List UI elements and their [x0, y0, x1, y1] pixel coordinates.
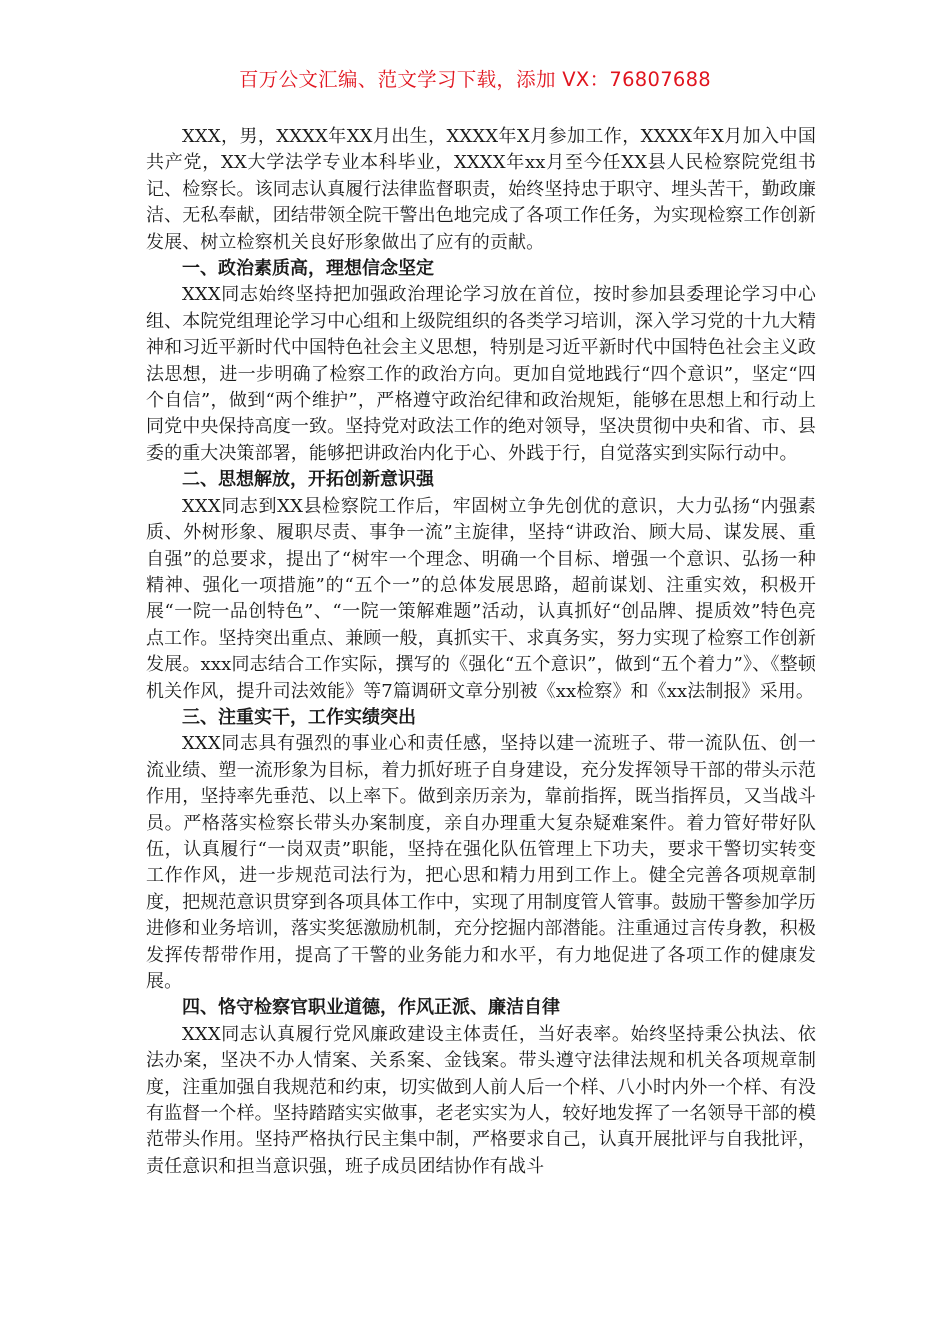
intro-paragraph: XXX，男，XXXX年XX月出生，XXXX年X月参加工作，XXXX年X月加入中国共产党，XX大学法学专业本科毕业，XXXX年xx月至今任XX县人民检察院党组书记、检察长。该同志认真履行法律监督职责，始终坚持忠于职守、埋头苦干，勤政廉洁、无私奉献，团结带领全院干警出色地完成了各项工作任务，为实现检察工作创新发展、树立检察机关良好形象做出了应有的贡献。: [146, 126, 816, 253]
section-heading-1: 一、政治素质高，理想信念坚定: [182, 258, 434, 280]
section-heading-4: 四、恪守检察官职业道德，作风正派、廉洁自律: [182, 997, 560, 1019]
section-body-1: XXX同志始终坚持把加强政治理论学习放在首位，按时参加县委理论学习中心组、本院党组理论学习中心组和上级院组织的各类学习培训，深入学习党的十九大精神和习近平新时代中国特色社会主义思想，特别是习近平新时代中国特色社会主义政法思想，进一步明确了检察工作的政治方向。更加自觉地践行“四个意识”，坚定“四个自信”，做到“两个维护”，严格遵守政治纪律和政治规矩，能够在思想上和行动上同党中央保持高度一致。坚持党对政法工作的绝对领导，坚决贯彻中央和省、市、县委的重大决策部署，能够把讲政治内化于心、外践于行，自觉落实到实际行动中。: [146, 284, 816, 464]
section-body-2: XXX同志到XX县检察院工作后，牢固树立争先创优的意识，大力弘扬“内强素质、外树形象、履职尽责、事争一流”主旋律，坚持“讲政治、顾大局、谋发展、重自强”的总要求，提出了“树牢一个理念、明确一个目标、增强一个意识、弘扬一种精神、强化一项措施”的“五个一”的总体发展思路，超前谋划、注重实效，积极开展“一院一品创特色”、“一院一策解难题”活动，认真抓好“创品牌、提质效”特色亮点工作。坚持突出重点、兼顾一般，真抓实干、求真务实，努力实现了检察工作创新发展。xxx同志结合工作实际，撰写的《强化“五个意识”，做到“五个着力”》、《整顿机关作风，提升司法效能》等7篇调研文章分别被《xx检察》和《xx法制报》采用。: [146, 495, 816, 702]
watermark-banner: 百万公文汇编、范文学习下载，添加 VX：76807688: [238, 68, 712, 91]
section-heading-3: 三、注重实干，工作实绩突出: [182, 706, 416, 728]
section-body-4: XXX同志认真履行党风廉政建设主体责任，当好表率。始终坚持秉公执法、依法办案，坚决不办人情案、关系案、金钱案。带头遵守法律法规和机关各项规章制度，注重加强自我规范和约束，切实做到人前人后一个样、八小时内外一个样、有没有监督一个样。坚持踏踏实实做事，老老实实为人，较好地发挥了一名领导干部的模范带头作用。坚持严格执行民主集中制，严格要求自己，认真开展批评与自我批评，责任意识和担当意识强，班子成员团结协作有战斗: [146, 1023, 816, 1177]
section-body-3: XXX同志具有强烈的事业心和责任感，坚持以建一流班子、带一流队伍、创一流业绩、塑一流形象为目标，着力抓好班子自身建设，充分发挥领导干部的带头示范作用，坚持率先垂范、以上率下。做到亲历亲为，靠前指挥，既当指挥员，又当战斗员。严格落实检察长带头办案制度，亲自办理重大复杂疑难案件。着力管好带好队伍，认真履行“一岗双责”职能，坚持在强化队伍管理上下功夫，要求干警切实转变工作作风，进一步规范司法行为，把心思和精力用到工作上。健全完善各项规章制度，把规范意识贯穿到各项具体工作中，实现了用制度管人管事。鼓励干警参加学历进修和业务培训，落实奖惩激励机制，充分挖掘内部潜能。注重通过言传身教，积极发挥传帮带作用，提高了干警的业务能力和水平，有力地促进了各项工作的健康发展。: [146, 733, 816, 992]
document-body: [146, 124, 816, 1180]
section-heading-2: 二、思想解放，开拓创新意识强: [182, 469, 434, 491]
